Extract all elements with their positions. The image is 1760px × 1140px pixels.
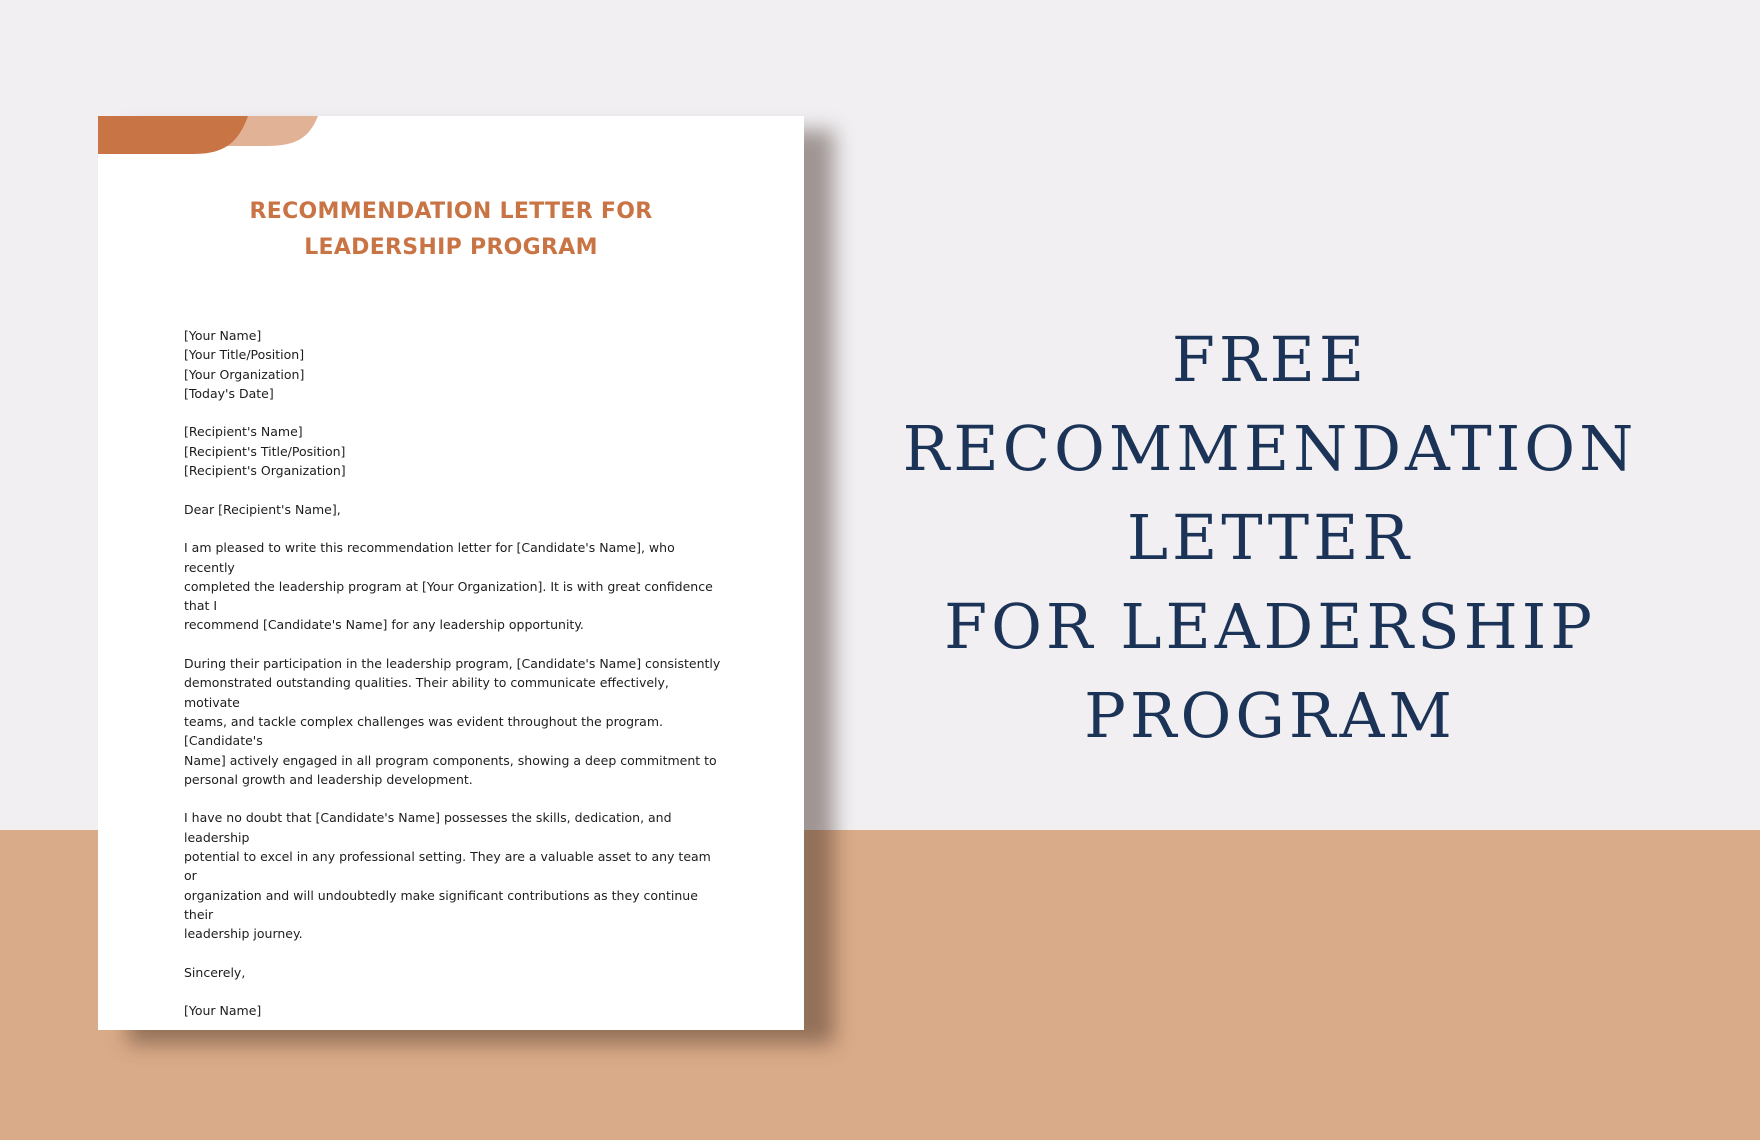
paragraph-line: completed the leadership program at [Your Organization]. It is with great confidence that I — [184, 578, 713, 614]
paragraph-line: teams, and tackle complex challenges was evident throughout the program. [Candidate's — [184, 713, 663, 749]
corner-decoration — [98, 116, 318, 156]
paragraph-3 — [184, 808, 724, 943]
letter-body — [184, 326, 724, 1030]
sender-block — [184, 326, 724, 403]
headline-line: PROGRAM — [1084, 679, 1456, 752]
sender-line: [Your Organization] — [184, 366, 305, 382]
paragraph-1 — [184, 538, 724, 634]
headline-line: FREE — [1171, 323, 1369, 396]
paragraph-line: leadership journey. — [184, 926, 303, 942]
sender-line: [Your Title/Position] — [184, 347, 305, 363]
letter-document — [98, 116, 804, 1030]
paragraph-line: I have no doubt that [Candidate's Name] possesses the skills, dedication, and leadership — [184, 810, 672, 845]
signature: [Your Name] — [184, 1003, 262, 1019]
paragraph-line: recommend [Candidate's Name] for any leadership opportunity. — [184, 617, 584, 633]
paragraph-line: demonstrated outstanding qualities. Their ability to communicate effectively, motivate — [184, 675, 669, 710]
recipient-line: [Recipient's Title/Position] — [184, 443, 346, 459]
paragraph-line: Name] actively engaged in all program components, showing a deep commitment to — [184, 752, 717, 768]
paragraph-line: During their participation in the leadership program, [Candidate's Name] consistently — [184, 656, 721, 672]
letter-title-line: RECOMMENDATION LETTER FOR — [249, 199, 653, 224]
sender-line: [Your Name] — [184, 328, 262, 343]
headline — [870, 315, 1670, 760]
paragraph-2 — [184, 654, 724, 789]
recipient-line: [Recipient's Name] — [184, 424, 303, 440]
headline-line: RECOMMENDATION — [902, 412, 1638, 485]
recipient-block — [184, 422, 724, 480]
salutation: Dear [Recipient's Name], — [184, 501, 341, 517]
headline-line: LETTER — [1126, 501, 1414, 574]
recipient-line: [Recipient's Organization] — [184, 463, 346, 479]
paragraph-line: personal growth and leadership development. — [184, 771, 473, 787]
letter-title — [98, 194, 804, 266]
paragraph-line: I am pleased to write this recommendation letter for [Candidate's Name], who recently — [184, 540, 675, 575]
paragraph-line: organization and will undoubtedly make significant contributions as they continue their — [184, 887, 698, 922]
paragraph-line: potential to excel in any professional setting. They are a valuable asset to any team or — [184, 849, 711, 884]
closing: Sincerely, — [184, 964, 246, 980]
letter-title-line: LEADERSHIP PROGRAM — [304, 235, 598, 260]
sender-line: [Today's Date] — [184, 385, 274, 401]
headline-line: FOR LEADERSHIP — [944, 590, 1596, 663]
